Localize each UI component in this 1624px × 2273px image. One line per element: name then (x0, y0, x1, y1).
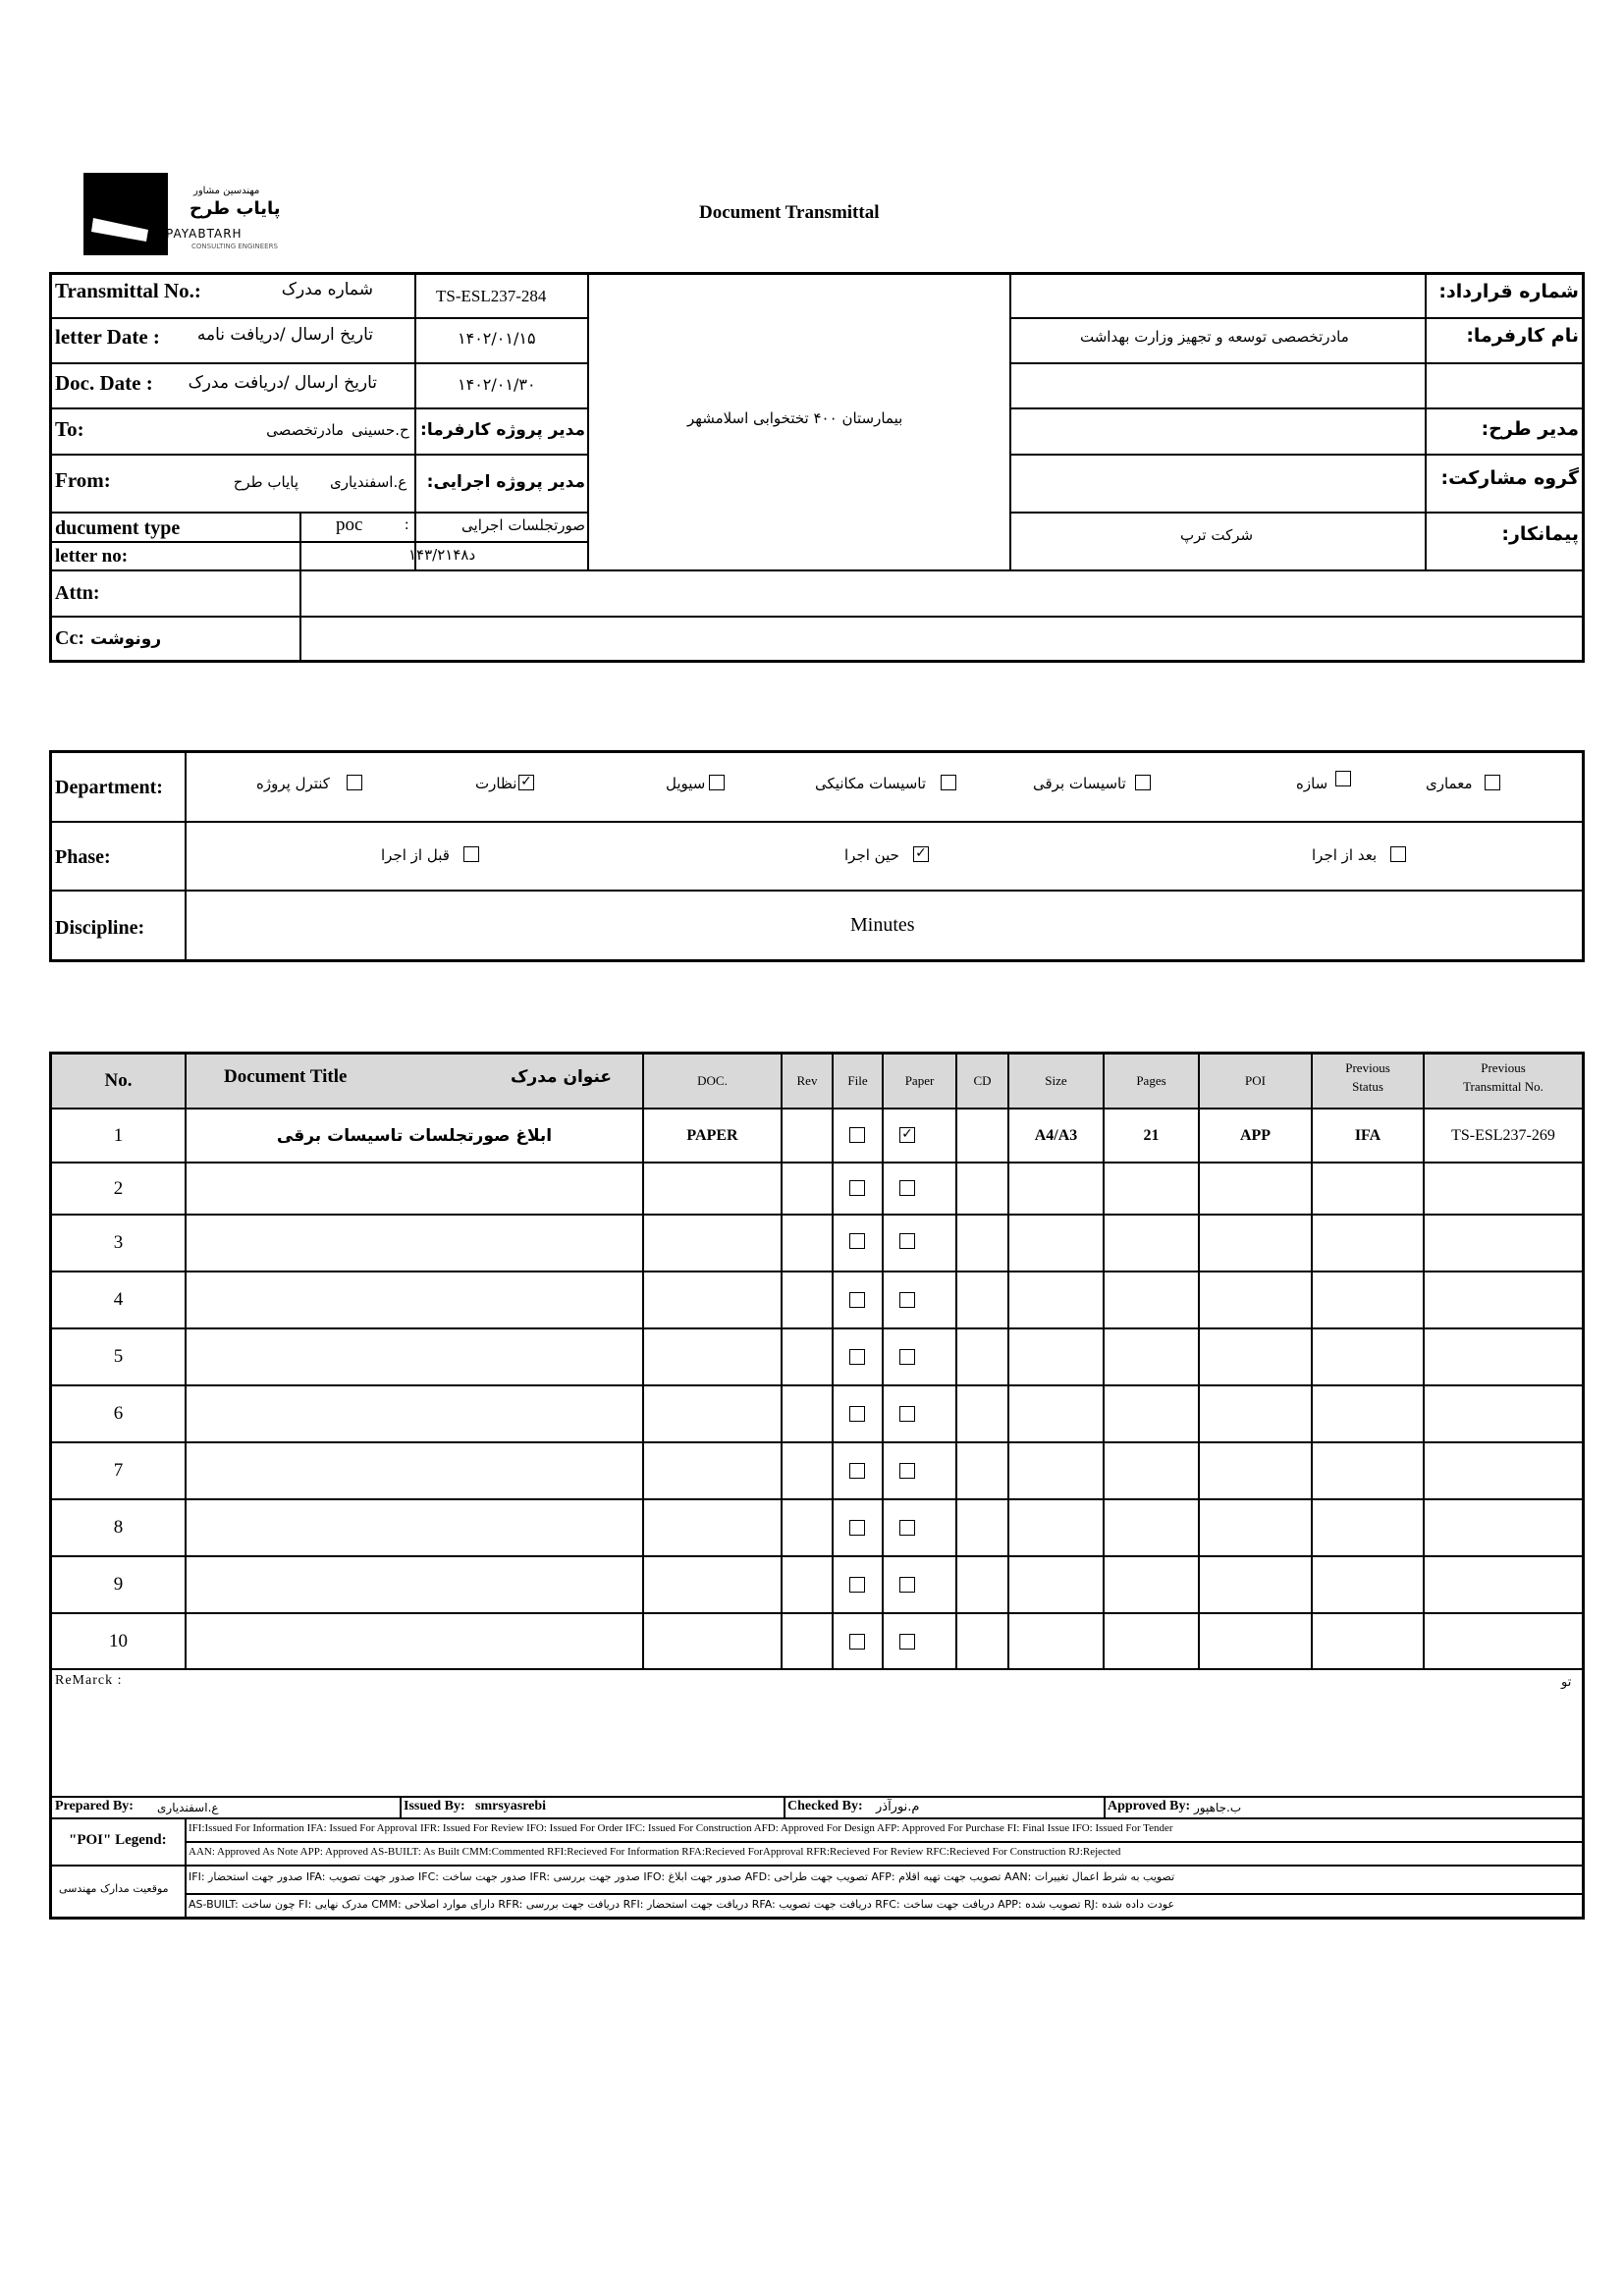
contract-no-label: شماره قرارداد: (1438, 281, 1579, 302)
doc-type-separator: : (405, 516, 409, 533)
doc-date-value: ۱۴۰۲/۰۱/۳۰ (458, 375, 536, 394)
row-paper-checkbox[interactable] (899, 1520, 915, 1536)
row-no: 4 (113, 1289, 124, 1310)
department-checkbox-electrical[interactable] (1135, 775, 1151, 790)
document-title: Document Transmittal (699, 202, 880, 223)
department-option-label: سازه (1296, 775, 1328, 792)
contractor-label: پیمانکار: (1501, 523, 1579, 545)
row-paper-checkbox[interactable] (899, 1292, 915, 1308)
to-org-value: مادرتخصصی (266, 421, 344, 439)
doc-date-label: Doc. Date : (55, 371, 153, 395)
department-option-label: کنترل پروژه (256, 775, 330, 792)
poi-legend-label: "POI" Legend: (69, 1832, 167, 1848)
doc-type-label: ducument type (55, 517, 181, 539)
transmittal-no-value: TS-ESL237-284 (436, 287, 547, 305)
logo-name-en: PAYABTARH (166, 227, 243, 241)
logo-name-fa: پایاب طرح (189, 198, 281, 219)
row-paper-checkbox[interactable] (899, 1634, 915, 1650)
department-checkbox-mechanical[interactable] (941, 775, 956, 790)
to-label: To: (55, 417, 84, 441)
row-file-checkbox[interactable] (849, 1233, 865, 1249)
prev-status-line2: Status (1352, 1079, 1383, 1094)
row-no: 7 (113, 1460, 124, 1481)
partnership-label: گروه مشارکت: (1440, 467, 1579, 489)
department-option-label: معماری (1426, 775, 1473, 792)
row-no: 2 (113, 1177, 124, 1199)
checked-by-value: م.نورآذر (876, 1800, 920, 1814)
row-file-checkbox[interactable] (849, 1634, 865, 1650)
row-title (187, 1216, 642, 1271)
department-checkbox-structure[interactable] (1335, 771, 1351, 786)
department-option-label: تاسیسات برقی (1033, 775, 1126, 792)
table-row (52, 1164, 1582, 1214)
row-title (187, 1500, 642, 1555)
row-title (187, 1164, 642, 1214)
department-checkbox-architecture[interactable] (1485, 775, 1500, 790)
row-doc: PAPER (686, 1126, 738, 1144)
row-paper-checkbox[interactable] (899, 1349, 915, 1365)
employer-value: مادرتخصصی توسعه و تجهیز وزارت بهداشت (1080, 328, 1349, 346)
col-header-pages: Pages (1136, 1073, 1166, 1088)
row-rev (783, 1109, 832, 1162)
row-title (187, 1329, 642, 1384)
col-header-cd: CD (973, 1073, 992, 1088)
row-cd (957, 1109, 1007, 1162)
cc-fa-label: رونوشت (90, 629, 162, 649)
phase-checkbox-before[interactable] (463, 846, 479, 862)
cc-label: Cc: (55, 627, 84, 649)
department-option-label: سیویل (666, 775, 706, 792)
doc-type-fa-value: صورتجلسات اجرایی (461, 516, 585, 534)
col-header-title-fa: عنوان مدرک (511, 1067, 613, 1087)
row-paper-checkbox[interactable] (899, 1577, 915, 1593)
row-title (187, 1386, 642, 1441)
col-header-doc: DOC. (697, 1073, 728, 1088)
from-role-fa-label: مدیر پروژه اجرایی: (426, 472, 585, 492)
row-file-checkbox[interactable] (849, 1127, 865, 1143)
row-no: 6 (113, 1403, 124, 1424)
table-row (52, 1329, 1582, 1384)
to-role-fa-label: مدیر پروژه کارفرما: (420, 420, 585, 440)
phase-checkbox-during[interactable]: ✓ (913, 846, 929, 862)
prepared-by-value: ع.اسفندیاری (157, 1801, 219, 1814)
department-option-label: تاسیسات مکانیکی (815, 775, 927, 792)
employer-label: نام کارفرما: (1466, 325, 1579, 347)
row-title (187, 1272, 642, 1327)
phase-option-label: حین اجرا (844, 846, 899, 864)
row-title (187, 1614, 642, 1668)
letter-date-fa-label: تاریخ ارسال /دریافت نامه (196, 325, 373, 345)
table-row (52, 1216, 1582, 1271)
doc-type-code: poc (336, 514, 363, 535)
col-header-title-en: Document Title (224, 1066, 348, 1087)
attn-field[interactable] (302, 572, 1581, 614)
discipline-value: Minutes (850, 914, 915, 936)
table-row (52, 1500, 1582, 1555)
col-header-poi: POI (1245, 1073, 1266, 1088)
phase-option-label: قبل از اجرا (381, 846, 450, 864)
table-row (52, 1272, 1582, 1327)
issued-by-value: smrsyasrebi (475, 1799, 547, 1813)
from-org-value: پایاب طرح (233, 473, 298, 491)
row-file-checkbox[interactable] (849, 1520, 865, 1536)
table-row (52, 1109, 1582, 1162)
prev-status-line1: Previous (1345, 1060, 1390, 1075)
logo-sub-en: CONSULTING ENGINEERS (191, 243, 278, 250)
row-file-checkbox[interactable] (849, 1292, 865, 1308)
row-title (187, 1557, 642, 1612)
row-no: 5 (113, 1346, 124, 1367)
company-logo (83, 173, 290, 261)
letter-date-label: letter Date : (55, 325, 160, 349)
legend-line-2: AAN: Approved As Note APP: Approved AS-BUILT: As Built CMM:Commented RFI:Recieved For Information RFA:Recieved ForApproval RFR:Recieved For Review RFC:Recieved For Construction RJ:Rejected (189, 1846, 1121, 1858)
logo-mark-icon (83, 173, 168, 255)
remark-label: ReMarck : (55, 1673, 123, 1688)
from-label: From: (55, 468, 111, 492)
row-no: 3 (113, 1232, 124, 1253)
to-person-value: ح.حسینی (352, 421, 409, 439)
col-header-size: Size (1045, 1073, 1067, 1088)
row-title (187, 1443, 642, 1498)
logo-top-text: مهندسین مشاور (193, 186, 260, 196)
prepared-by-label: Prepared By: (55, 1799, 134, 1813)
row-paper-checkbox[interactable] (899, 1180, 915, 1196)
row-paper-checkbox[interactable] (899, 1463, 915, 1479)
department-checkbox-civil[interactable] (709, 775, 725, 790)
col-header-file: File (847, 1073, 868, 1088)
discipline-label: Discipline: (55, 917, 145, 939)
col-header-no: No. (104, 1070, 133, 1091)
department-checkbox-project-control[interactable] (347, 775, 362, 790)
row-paper-checkbox[interactable] (899, 1406, 915, 1422)
table-row (52, 1386, 1582, 1441)
row-no: 10 (109, 1630, 128, 1651)
row-file-checkbox[interactable] (849, 1577, 865, 1593)
legend-fa-label: موقعیت مدارک مهندسی (59, 1882, 169, 1895)
approved-by-label: Approved By: (1108, 1799, 1191, 1813)
approved-by-value: ب.جاهپور (1194, 1801, 1242, 1814)
prev-trans-line2: Transmittal No. (1463, 1079, 1543, 1094)
doc-date-fa-label: تاریخ ارسال /دریافت مدرک (188, 373, 377, 393)
row-prev-transmittal: TS-ESL237-269 (1451, 1126, 1555, 1144)
row-no: 9 (113, 1574, 124, 1595)
letter-no-value: ۱۴۳/۲۱۴۸د (408, 546, 476, 564)
row-file-checkbox[interactable] (849, 1180, 865, 1196)
table-row (52, 1614, 1582, 1668)
phase-checkbox-after[interactable] (1390, 846, 1406, 862)
table-row (52, 1443, 1582, 1498)
col-header-prev-transmittal (1425, 1058, 1582, 1106)
phase-label: Phase: (55, 846, 111, 868)
row-size: A4/A3 (1034, 1126, 1078, 1144)
col-header-prev-status (1313, 1058, 1423, 1106)
cc-field[interactable] (302, 619, 1581, 660)
department-option-label: نظارت (475, 775, 517, 792)
checked-by-label: Checked By: (787, 1799, 863, 1813)
legend-line-3: IFI: صدور جهت استحضار IFA: صدور جهت تصویب IFC: صدور جهت ساخت IFR: صدور جهت بررسی IFO: صدور جهت ابلاغ AFD: تصویب جهت طراحی AFP: تصویب جهت تهیه اقلام AAN: تصویب به شرط اعمال تغییرات (189, 1870, 1175, 1883)
row-pages: 21 (1143, 1126, 1160, 1144)
from-person-value: ع.اسفندیاری (330, 473, 407, 491)
department-checkbox-supervision[interactable]: ✓ (518, 775, 534, 790)
row-prev-status: IFA (1354, 1126, 1381, 1144)
contractor-value: شرکت ترپ (1180, 526, 1254, 544)
legend-line-1: IFI:Issued For Information IFA: Issued For Approval IFR: Issued For Review IFO: Issued For Order IFC: Issued For Construction AFD: Approved For Design AFP: Approved For Purchase FI: Final Issue IFO: Issued For Tender (189, 1822, 1173, 1834)
row-paper-checkbox[interactable] (899, 1233, 915, 1249)
department-label: Department: (55, 777, 163, 798)
design-manager-label: مدیر طرح: (1481, 418, 1579, 440)
letter-no-label: letter no: (55, 546, 129, 567)
row-no: 8 (113, 1517, 124, 1538)
row-paper-checkbox[interactable]: ✓ (899, 1127, 915, 1143)
col-header-paper: Paper (904, 1073, 935, 1088)
remark-field[interactable] (53, 1693, 1581, 1795)
row-no: 1 (113, 1124, 124, 1146)
legend-line-4: AS-BUILT: چون ساخت FI: مدرک نهایی CMM: دارای موارد اصلاحی RFR: دریافت جهت بررسی RFI: دریافت جهت استحضار RFA: دریافت جهت تصویب RFC: دریافت جهت ساخت APP: تصویب شده RJ: عودت داده شده (189, 1898, 1175, 1911)
project-name: بیمارستان ۴۰۰ تختخوابی اسلامشهر (687, 409, 903, 427)
row-poi: APP (1239, 1126, 1272, 1144)
col-header-rev: Rev (796, 1073, 818, 1088)
row-title: ابلاغ صورتجلسات تاسیسات برقی (276, 1125, 553, 1146)
row-file-checkbox[interactable] (849, 1406, 865, 1422)
phase-option-label: بعد از اجرا (1312, 846, 1378, 864)
row-file-checkbox[interactable] (849, 1349, 865, 1365)
transmittal-no-fa-label: شماره مدرک (281, 280, 373, 299)
remark-value: تو (1561, 1675, 1572, 1690)
letter-date-value: ۱۴۰۲/۰۱/۱۵ (458, 329, 536, 348)
transmittal-no-label: Transmittal No.: (55, 279, 201, 302)
attn-label: Attn: (55, 582, 100, 604)
issued-by-label: Issued By: (404, 1799, 465, 1813)
table-row (52, 1557, 1582, 1612)
prev-trans-line1: Previous (1481, 1060, 1526, 1075)
row-file-checkbox[interactable] (849, 1463, 865, 1479)
